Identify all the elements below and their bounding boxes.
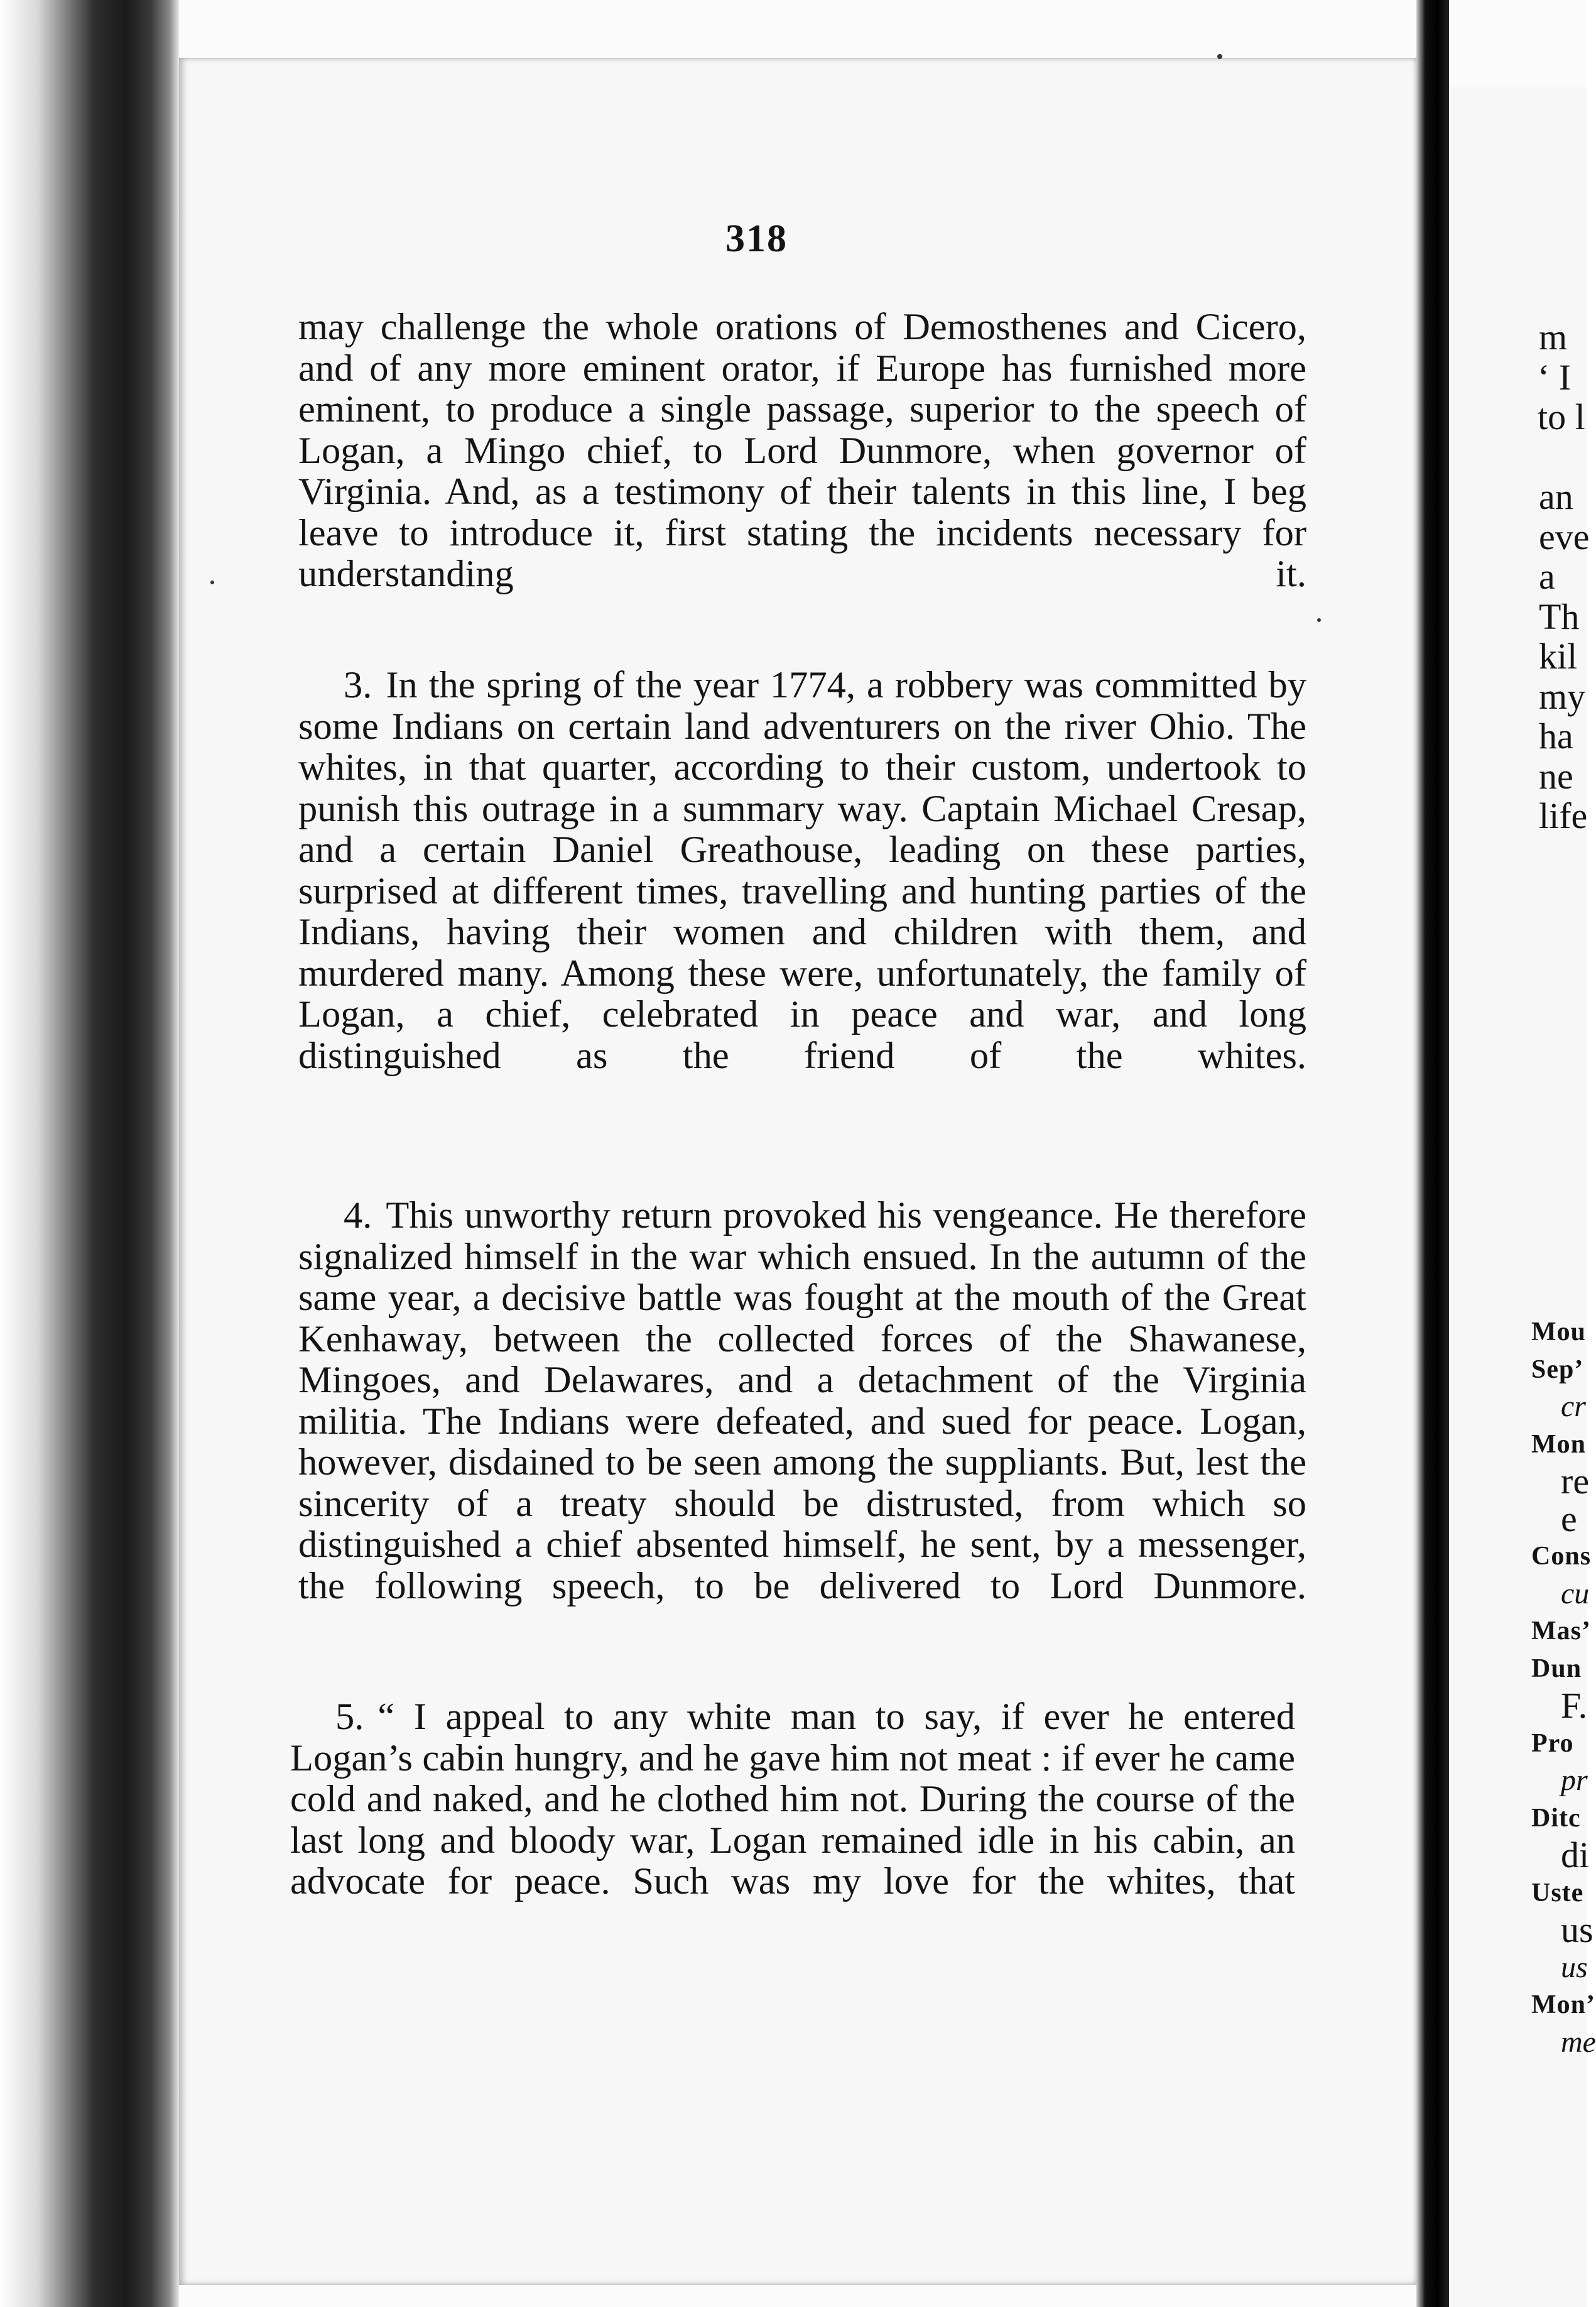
book-binding-edge — [0, 0, 179, 2307]
right-page-index-fragment: us — [1561, 1950, 1588, 1984]
right-page-line-fragment: kil — [1539, 636, 1578, 677]
page-gutter-shadow — [1416, 0, 1449, 2307]
right-page-index-fragment: Sep’ — [1531, 1355, 1584, 1384]
right-page-line-fragment: a — [1539, 556, 1555, 597]
scan-speck — [1317, 618, 1321, 622]
right-page-index-fragment: Cons — [1531, 1542, 1592, 1571]
right-page-index-fragment: Uste — [1531, 1878, 1584, 1907]
paragraph-4 — [298, 1195, 1306, 1606]
right-page-index-fragment: di — [1561, 1835, 1590, 1875]
right-page-line-fragment: my — [1539, 675, 1586, 717]
scan-speck — [1217, 54, 1222, 59]
paragraph-number: 5. — [335, 1696, 364, 1738]
paragraph-text: In the spring of the year 1774, a robbery was committed by some Indians on certain land adventurers on the river Ohio. The whites, in that quarter, according to their custom, undertook to punish this outrage in a summary way. Captain Michael Cresap, and a certain Daniel Greathouse, leading on these parties, surprised at different times, travelling and hunting parties of the Indians, having their women and children with them, and murdered many. Among these were, unfortunately, the family of Logan, a chief, celebrated in peace and war, and long distinguished as the friend of the whites. — [298, 664, 1306, 1077]
right-page-line-fragment: ‘ I — [1538, 356, 1572, 398]
right-page-line-fragment: Th — [1539, 596, 1580, 637]
right-page-line-fragment: life — [1539, 795, 1588, 836]
right-page-index-fragment: Mou — [1531, 1317, 1586, 1346]
right-page-index-fragment: Ditc — [1531, 1803, 1581, 1833]
paragraph-text: “ I appeal to any white man to say, if ever he entered Logan’s cabin hungry, and he gave him not meat : if ever he came cold and naked, and he clothed him not. During the course of the last long and bloody war, Logan remained idle in his cabin, an advocate for peace. Such was my love for the whites, that — [290, 1696, 1295, 1902]
right-page-line-fragment: eve — [1539, 516, 1590, 557]
right-page-index-fragment: Dun — [1531, 1654, 1582, 1683]
right-page-index-fragment: cr — [1561, 1390, 1586, 1423]
paragraph-number: 4. — [344, 1194, 372, 1236]
right-page-index-fragment: Mon’ — [1531, 1990, 1595, 2019]
right-page-index-fragment: pr — [1561, 1764, 1588, 1797]
right-page-line-fragment: m — [1539, 317, 1568, 357]
paragraph-number: 3. — [344, 664, 372, 706]
paragraph-2-continued — [298, 307, 1306, 595]
right-page-index-fragment: F. — [1561, 1685, 1588, 1726]
right-page-index-fragment: Pro — [1531, 1728, 1574, 1758]
right-page-index-fragment: Mon — [1531, 1429, 1586, 1459]
scan-speck — [210, 581, 214, 584]
right-page-index-fragment: cu — [1561, 1576, 1590, 1610]
paragraph-text: may challenge the whole orations of Demosthenes and Cicero, and of any more eminent orator, if Europe has furnished more eminent, to produce a single passage, superior to the speech of Logan, a Mingo chief, to Lord Dunmore, when governor of Virginia. And, as a testimony of their talents in this line, I beg leave to introduce it, first stating the incidents necessary for understanding it. — [298, 306, 1306, 595]
page-number: 318 — [725, 217, 788, 260]
right-page-line-fragment: an — [1539, 476, 1573, 517]
right-page-index-fragment: us — [1561, 1909, 1593, 1950]
right-page-index-fragment: me — [1561, 2025, 1596, 2059]
right-page-line-fragment: ne — [1539, 755, 1573, 797]
right-page-line-fragment: to l — [1538, 396, 1585, 437]
right-page-index-fragment: re — [1561, 1461, 1590, 1502]
right-page-index-fragment: e — [1561, 1498, 1577, 1539]
paragraph-5 — [290, 1696, 1295, 1902]
right-page-index-fragment: Mas’ — [1531, 1617, 1591, 1645]
paragraph-3 — [298, 665, 1306, 1076]
paragraph-text: This unworthy return provoked his vengeance. He therefore signalized himself in the war which ensued. In the autumn of the same year, a decisive battle was fought at the mouth of the Great Kenhaway, between the collected forces of the Shawanese, Mingoes, and Delawares, and a detachment of the Virginia militia. The Indians were defeated, and sued for peace. Logan, however, disdained to be seen among the suppliants. But, lest the sincerity of a treaty should be distrusted, from which so distinguished a chief absented himself, he sent, by a messenger, the following speech, to be delivered to Lord Dunmore. — [298, 1194, 1306, 1607]
right-page-line-fragment: ha — [1539, 716, 1573, 756]
